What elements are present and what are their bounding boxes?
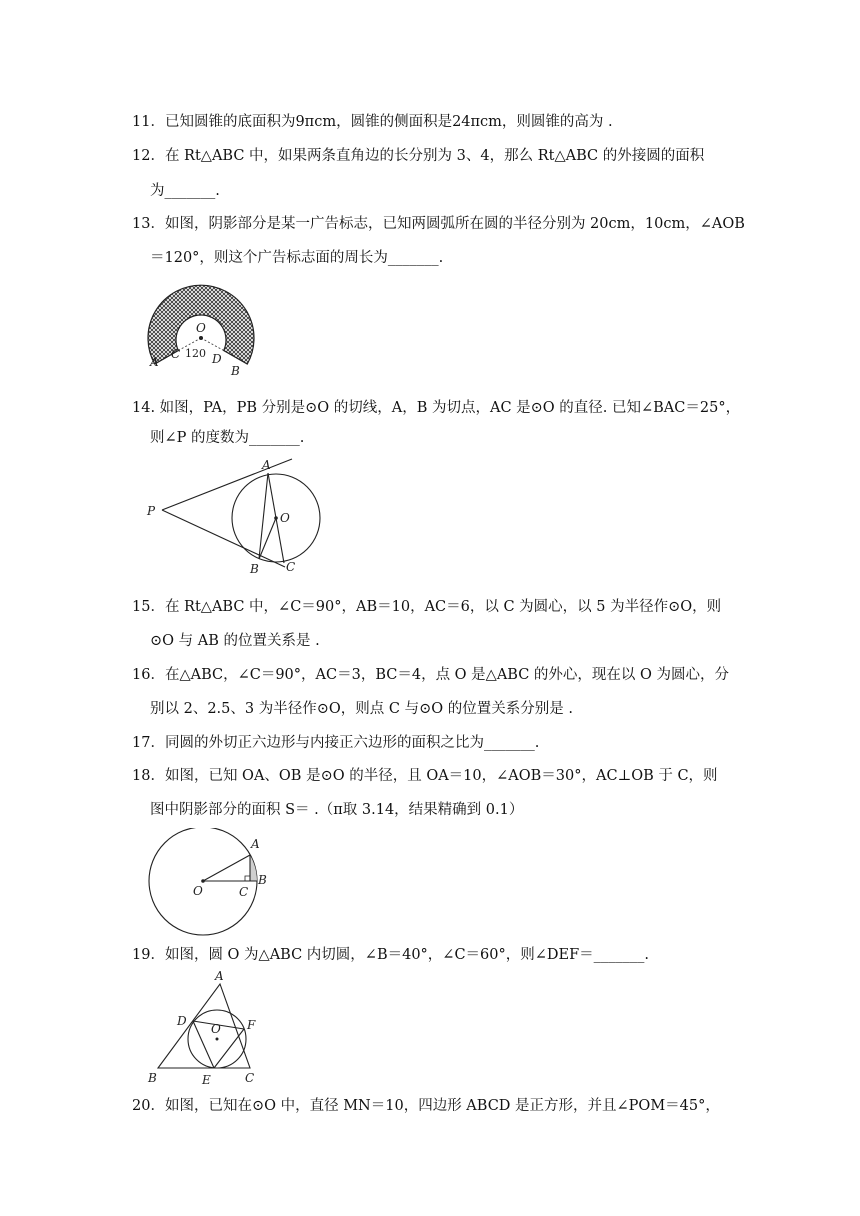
figure-q13-annulus-sector (140, 278, 265, 380)
label-O: O (193, 884, 203, 898)
label-O: O (196, 321, 206, 335)
question-13-cont: ＝120°，则这个广告标志面的周长为_______. (150, 250, 444, 266)
question-12-cont: 为_______. (150, 183, 220, 199)
question-15: 15．在 Rt△ABC 中，∠C＝90°，AB＝10，AC＝6，以 C 为圆心，以 5 为半径作⊙O，则 (132, 599, 722, 615)
question-14: 14. 如图，PA，PB 分别是⊙O 的切线，A，B 为切点，AC 是⊙O 的直径. 已知∠BAC＝25°， (132, 400, 741, 416)
label-D: D (212, 352, 222, 366)
question-14-cont: 则∠P 的度数为_______. (150, 430, 305, 446)
label-O: O (211, 1022, 221, 1036)
question-18-cont: 图中阴影部分的面积 S＝ .（π取 3.14，结果精确到 0.1） (150, 802, 524, 818)
label-P: P (147, 504, 156, 518)
question-13: 13．如图，阴影部分是某一广告标志，已知两圆弧所在圆的半径分别为 20cm，10cm，∠AOB (132, 216, 745, 232)
figure-q14-tangents (140, 455, 325, 580)
label-C: C (171, 347, 181, 361)
label-C: C (245, 1071, 255, 1085)
question-20: 20．如图，已知在⊙O 中，直径 MN＝10，四边形 ABCD 是正方形，并且∠POM＝45°， (132, 1098, 720, 1114)
label-A: A (150, 355, 159, 369)
question-11: 11．已知圆锥的底面积为9πcm，圆锥的侧面积是24πcm，则圆锥的高为 . (132, 114, 613, 130)
label-F: F (247, 1018, 256, 1032)
label-B: B (231, 364, 240, 378)
label-C: C (239, 885, 249, 899)
question-19: 19．如图，圆 O 为△ABC 内切圆，∠B＝40°，∠C＝60°，则∠DEF＝_______. (132, 947, 650, 963)
question-18: 18．如图，已知 OA、OB 是⊙O 的半径，且 OA＝10，∠AOB＝30°，AC⊥OB 于 C，则 (132, 768, 718, 784)
label-B: B (258, 873, 267, 887)
question-17: 17．同圆的外切正六边形与内接正六边形的面积之比为_______. (132, 735, 540, 751)
figure-q19-incircle (140, 968, 275, 1088)
label-A: A (215, 969, 224, 983)
label-B: B (148, 1071, 157, 1085)
label-A: A (251, 837, 260, 851)
figure-q18-circle-sector (145, 828, 275, 940)
label-O: O (280, 511, 290, 525)
question-16: 16．在△ABC，∠C＝90°，AC＝3，BC＝4，点 O 是△ABC 的外心，现在以 O 为圆心，分 (132, 667, 730, 683)
label-D: D (177, 1014, 187, 1028)
label-angle: 120 (185, 347, 206, 360)
label-C: C (286, 560, 296, 574)
label-A: A (262, 458, 271, 472)
question-16-cont: 别以 2、2.5、3 为半径作⊙O，则点 C 与⊙O 的位置关系分别是 . (150, 701, 573, 717)
question-15-cont: ⊙O 与 AB 的位置关系是 . (150, 633, 320, 649)
label-E: E (202, 1073, 211, 1087)
question-12: 12．在 Rt△ABC 中，如果两条直角边的长分别为 3、4，那么 Rt△ABC 的外接圆的面积 (132, 148, 705, 164)
label-B: B (250, 562, 259, 576)
